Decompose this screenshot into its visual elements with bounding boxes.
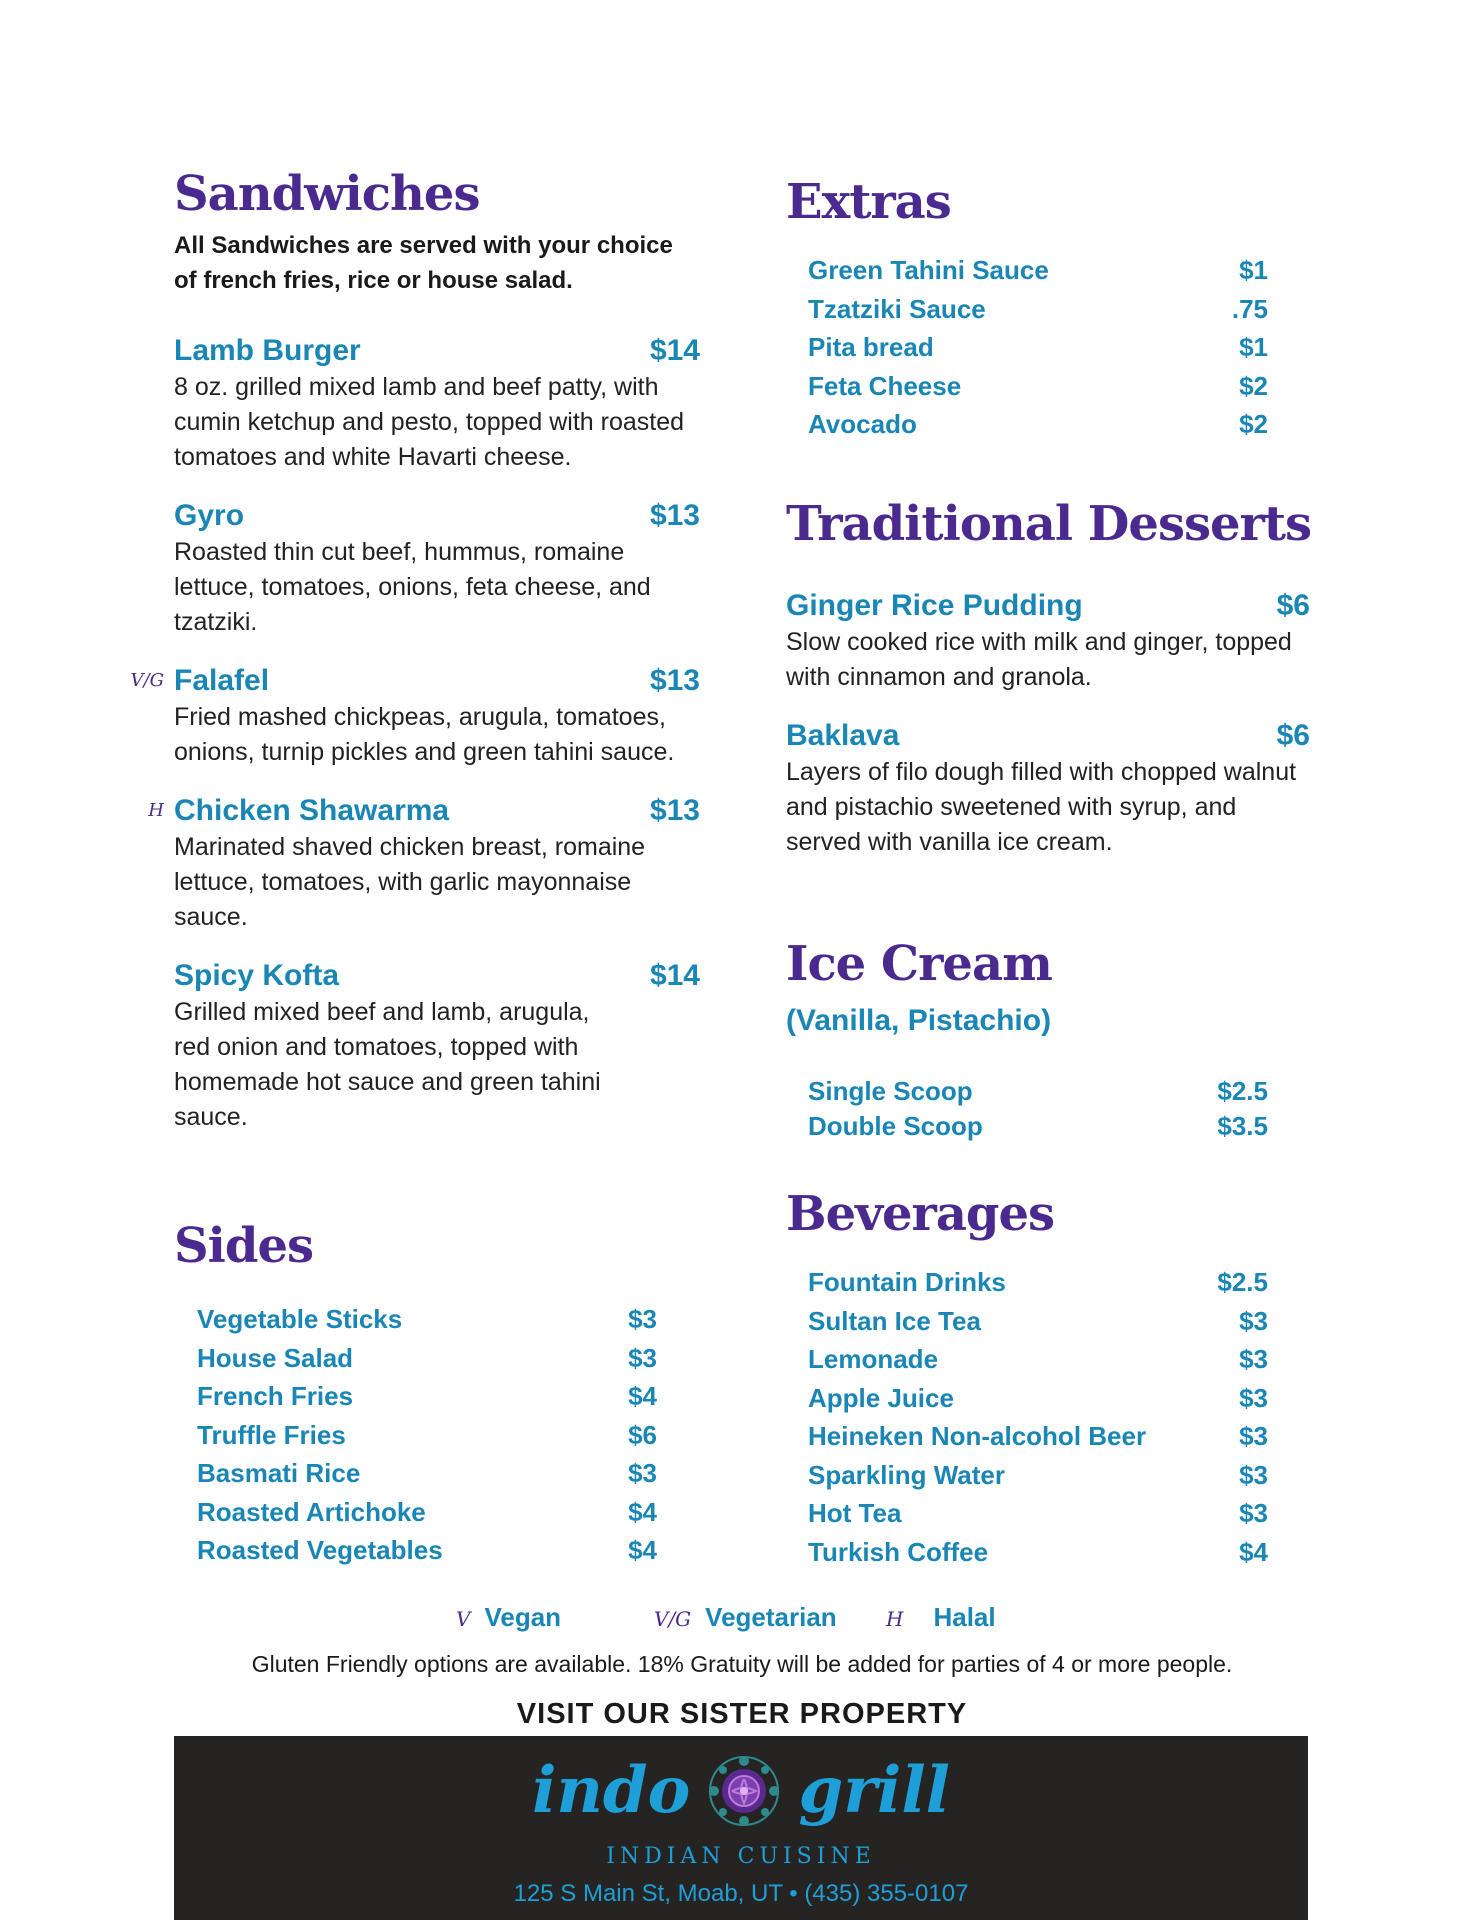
indo-grill-logo xyxy=(174,1746,1308,1836)
list-item xyxy=(808,1340,1268,1379)
item-name: Tzatziki Sauce xyxy=(808,293,986,324)
item-price: $4 xyxy=(628,1535,657,1565)
item-description: Marinated shaved chicken breast, romaine lettuce, tomatoes, with garlic mayonnaise sauce. xyxy=(174,833,646,931)
item-name: Basmati Rice xyxy=(197,1458,361,1488)
item-description: 8 oz. grilled mixed lamb and beef patty, with cumin ketchup and pesto, topped with roasted tomatoes and white Havarti cheese. xyxy=(174,373,685,471)
item-price: $14 xyxy=(649,959,700,992)
item-price: $3 xyxy=(1239,1498,1268,1528)
vegetarian-tag: V/G xyxy=(130,670,164,691)
item-price: $6 xyxy=(1276,719,1310,752)
item-price: $13 xyxy=(649,499,700,532)
halal-symbol: H xyxy=(886,1607,904,1631)
legend-vegetarian xyxy=(654,1599,837,1635)
item-description: Slow cooked rice with milk and ginger, topped with cinnamon and granola. xyxy=(786,628,1292,691)
item-name: House Salad xyxy=(197,1342,354,1373)
item-name: Avocado xyxy=(808,409,917,439)
list-item xyxy=(808,1417,1268,1456)
list-item xyxy=(197,1454,657,1493)
list-item xyxy=(197,1377,657,1416)
list-item xyxy=(197,1300,657,1339)
item-name: Lamb Burger xyxy=(174,334,361,367)
item-name: Single Scoop xyxy=(808,1076,973,1106)
item-name: Truffle Fries xyxy=(197,1419,346,1450)
item-price: $2.5 xyxy=(1217,1267,1268,1297)
item-price: $4 xyxy=(628,1496,657,1527)
list-item xyxy=(808,1456,1268,1495)
sister-property-banner xyxy=(174,1736,1308,1920)
item-name: Falafel xyxy=(174,664,270,697)
list-item xyxy=(808,1533,1268,1572)
legend-label: Halal xyxy=(933,1602,996,1632)
desserts-title: Traditional Desserts xyxy=(786,496,1312,552)
item-name: Turkish Coffee xyxy=(808,1536,989,1567)
sides-title: Sides xyxy=(174,1218,314,1274)
list-item xyxy=(197,1416,657,1455)
menu-item-falafel xyxy=(130,662,700,770)
item-price: $3 xyxy=(1239,1382,1268,1413)
vegan-symbol: V xyxy=(456,1607,471,1631)
item-name: Apple Juice xyxy=(808,1382,954,1413)
item-price: $14 xyxy=(649,334,700,367)
item-name: Lemonade xyxy=(808,1344,939,1374)
list-item xyxy=(808,367,1268,406)
menu-item-lamb-burger xyxy=(174,332,700,475)
legend-label: Vegan xyxy=(484,1602,562,1632)
beverages-list xyxy=(808,1263,1268,1571)
item-name: French Fries xyxy=(197,1381,354,1411)
item-price: $3 xyxy=(1239,1305,1268,1336)
logo-word-indo: indo xyxy=(532,1753,691,1828)
item-name: Roasted Vegetables xyxy=(197,1535,443,1565)
item-name: Sparkling Water xyxy=(808,1459,1005,1490)
list-item xyxy=(808,290,1268,329)
beverages-title: Beverages xyxy=(786,1186,1055,1242)
item-price: $1 xyxy=(1239,255,1268,285)
item-name: Fountain Drinks xyxy=(808,1267,1006,1297)
item-price: $2 xyxy=(1239,409,1268,439)
list-item xyxy=(808,251,1268,290)
item-price: $3 xyxy=(628,1458,657,1488)
list-item xyxy=(808,1494,1268,1533)
list-item xyxy=(808,405,1268,444)
item-price: $3 xyxy=(628,1304,657,1334)
left-column xyxy=(130,166,700,1135)
extras-list xyxy=(808,251,1268,444)
item-name: Feta Cheese xyxy=(808,370,962,401)
list-item xyxy=(197,1531,657,1570)
item-name: Heineken Non-alcohol Beer xyxy=(808,1421,1147,1451)
item-name: Gyro xyxy=(174,499,245,532)
menu-item-ginger-rice-pudding xyxy=(786,587,1310,695)
legend-label: Vegetarian xyxy=(705,1602,837,1632)
item-price: $6 xyxy=(1276,589,1310,622)
item-name: Pita bread xyxy=(808,332,934,362)
item-price: .75 xyxy=(1231,293,1268,324)
item-price: $2 xyxy=(1239,370,1268,401)
item-name: Chicken Shawarma xyxy=(174,794,450,827)
desserts-list xyxy=(786,565,1310,860)
sides-list xyxy=(197,1300,657,1570)
list-item xyxy=(808,1072,1268,1107)
item-price: $4 xyxy=(628,1381,657,1411)
item-price: $13 xyxy=(649,794,700,827)
list-item xyxy=(808,1263,1268,1302)
menu-item-spicy-kofta xyxy=(174,957,700,1135)
logo-word-grill: grill xyxy=(798,1753,950,1828)
menu-item-chicken-shawarma xyxy=(148,792,700,935)
item-name: Double Scoop xyxy=(808,1111,983,1141)
item-name: Vegetable Sticks xyxy=(197,1304,403,1334)
item-name: Sultan Ice Tea xyxy=(808,1305,981,1336)
halal-tag: H xyxy=(148,800,164,821)
item-description: Fried mashed chickpeas, arugula, tomatoes, onions, turnip pickles and green tahini sauce. xyxy=(174,703,675,766)
item-price: $13 xyxy=(649,664,700,697)
ice-cream-title: Ice Cream xyxy=(786,936,1052,992)
item-price: $6 xyxy=(628,1419,657,1450)
list-item xyxy=(808,1107,1268,1142)
mandala-icon xyxy=(707,1754,781,1828)
sandwiches-note: All Sandwiches are served with your choice of french fries, rice or house salad. xyxy=(174,232,673,294)
list-item xyxy=(197,1493,657,1532)
list-item xyxy=(808,1379,1268,1418)
item-name: Hot Tea xyxy=(808,1498,902,1528)
sister-property-heading: VISIT OUR SISTER PROPERTY xyxy=(516,1698,968,1730)
sandwiches-title: Sandwiches xyxy=(174,166,480,222)
item-name: Green Tahini Sauce xyxy=(808,255,1049,285)
item-price: $3 xyxy=(628,1342,657,1373)
vegetarian-symbol: V/G xyxy=(654,1607,692,1631)
item-price: $3 xyxy=(1239,1459,1268,1490)
diet-legend xyxy=(0,1599,1484,1635)
menu-item-baklava xyxy=(786,717,1310,860)
item-name: Spicy Kofta xyxy=(174,959,340,992)
list-item xyxy=(808,328,1268,367)
list-item xyxy=(808,1302,1268,1341)
extras-title: Extras xyxy=(786,174,951,230)
legend-vegan xyxy=(456,1599,561,1635)
item-name: Baklava xyxy=(786,719,900,752)
item-name: Roasted Artichoke xyxy=(197,1496,426,1527)
item-description: Grilled mixed beef and lamb, arugula, red onion and tomatoes, topped with homemade hot sauce and green tahini sauce. xyxy=(174,998,601,1131)
item-description: Layers of filo dough filled with chopped walnut and pistachio sweetened with syrup, and served with vanilla ice cream. xyxy=(786,758,1297,856)
item-price: $4 xyxy=(1239,1536,1268,1567)
item-price: $3.5 xyxy=(1217,1111,1268,1141)
menu-item-gyro xyxy=(174,497,700,640)
gluten-gratuity-note: Gluten Friendly options are available. 18% Gratuity will be added for parties of 4 or more people. xyxy=(251,1651,1233,1677)
item-price: $1 xyxy=(1239,332,1268,362)
item-price: $3 xyxy=(1239,1421,1268,1451)
item-price: $2.5 xyxy=(1217,1076,1268,1106)
legend-halal xyxy=(886,1599,996,1635)
ice-cream-flavors: (Vanilla, Pistachio) xyxy=(786,1004,1052,1037)
item-price: $3 xyxy=(1239,1344,1268,1374)
restaurant-address: 125 S Main St, Moab, UT • (435) 355-0107 xyxy=(513,1880,969,1907)
item-description: Roasted thin cut beef, hummus, romaine lettuce, tomatoes, onions, feta cheese, and tzatziki. xyxy=(174,538,651,636)
restaurant-tagline: INDIAN CUISINE xyxy=(606,1844,876,1869)
item-name: Ginger Rice Pudding xyxy=(786,589,1083,622)
ice-cream-list xyxy=(808,1072,1268,1142)
list-item xyxy=(197,1339,657,1378)
